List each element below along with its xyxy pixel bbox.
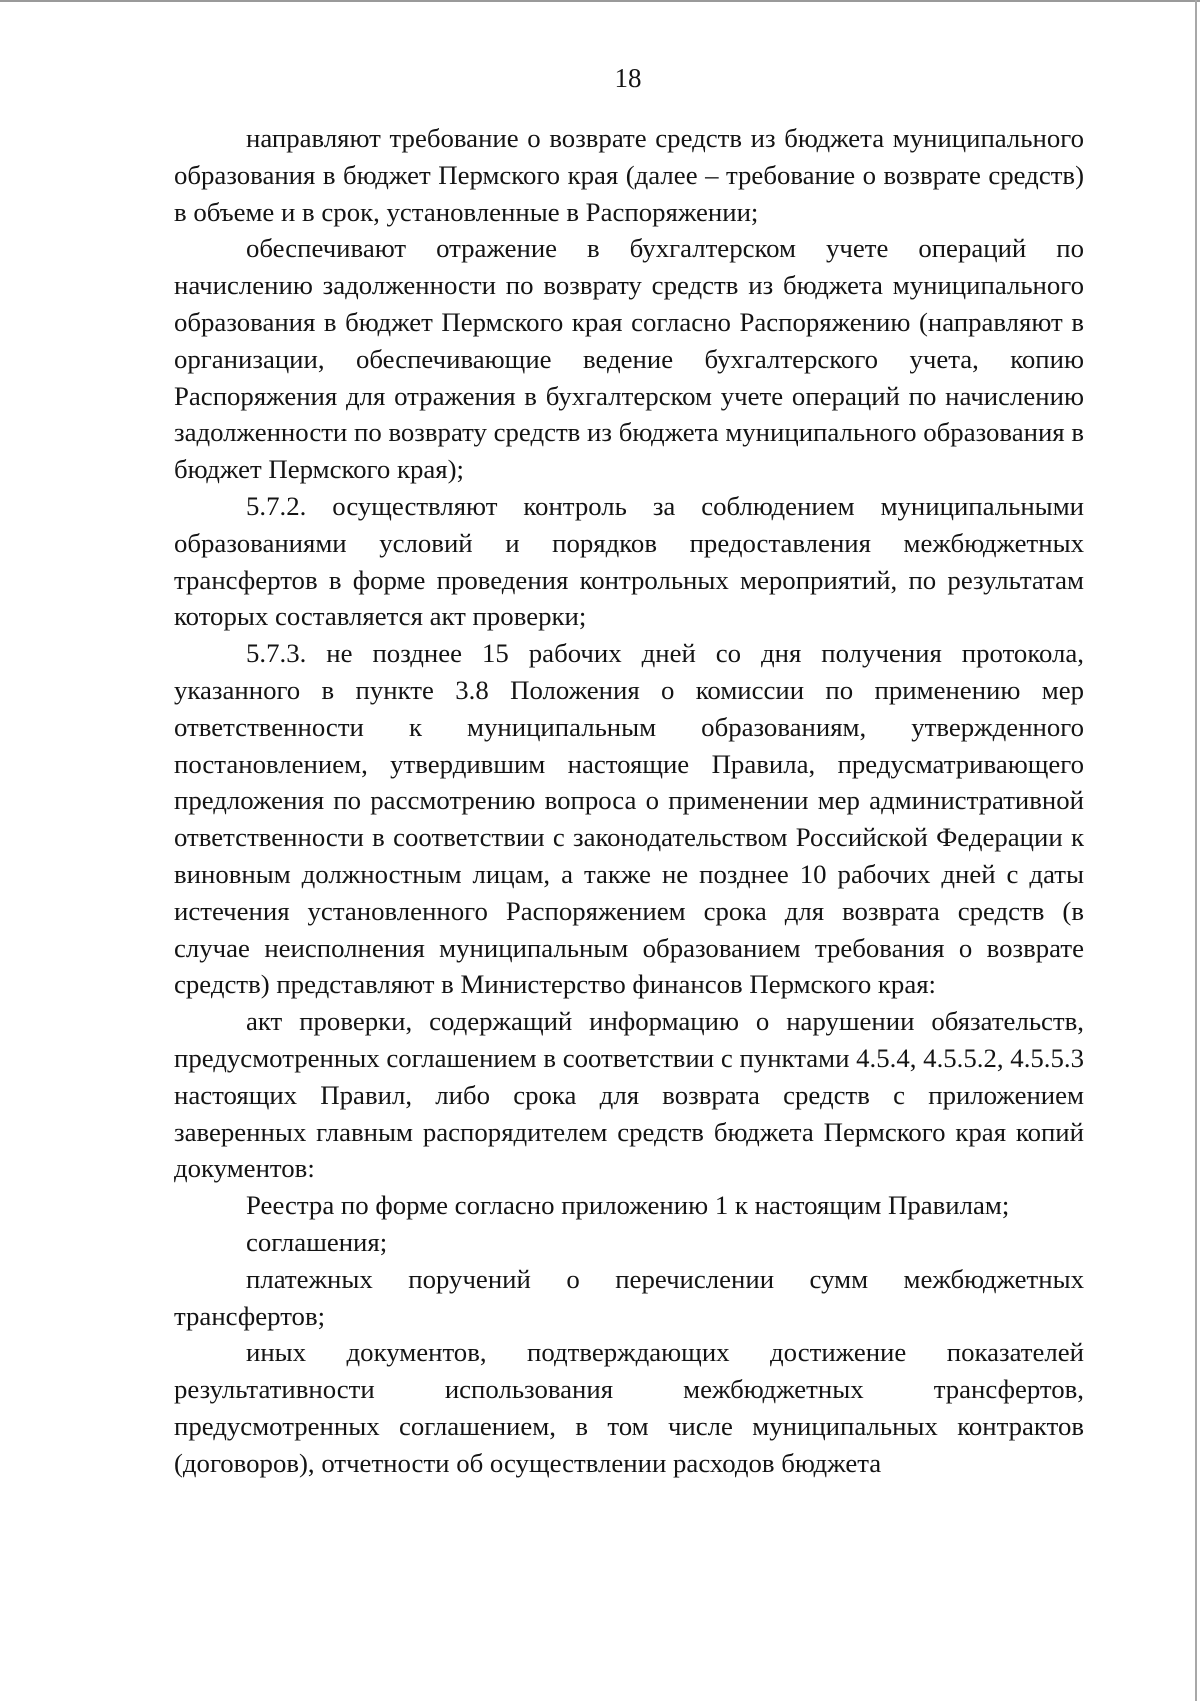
paragraph-5-7-3: 5.7.3. не позднее 15 рабочих дней со дня получения протокола, указанного в пункте 3.8 Положения о комиссии по применению мер ответственности к муниципальным образованиям, утвержденного постановлением, утвердившим настоящие Правила, предусматривающего предложения по рассмотрению вопроса о применении мер административной ответственности в соответствии с законодательством Российской Федерации к виновным должностным лицам, а также не позднее 10 рабочих дней с даты истечения установленного Распоряжением срока для возврата средств (в случае неисполнения муниципальным образованием требования о возврате средств) представляют в Министерство финансов Пермского края:: [174, 638, 1084, 1000]
list-item-agreement: соглашения;: [246, 1226, 388, 1257]
paragraph-return-requirement: направляют требование о возврате средств из бюджета муниципального образования в бюджет Пермского края (далее – требование о возврате средств) в объеме и в срок, установленные в Распоряжении;: [174, 123, 1084, 227]
scan-border-top: [0, 0, 1200, 2]
paragraph-accounting-reflection: обеспечивают отражение в бухгалтерском учете операций по начислению задолженности по возврату средств из бюджета муниципального образования в бюджет Пермского края согласно Распоряжению (направляют в организации, обеспечивающие ведение бухгалтерского учета, копию Распоряжения для отражения в бухгалтерском учете операций по начислению задолженности по возврату средств из бюджета муниципального образования в бюджет Пермского края);: [174, 233, 1084, 485]
list-item-payment-orders: платежных поручений о перечислении сумм межбюджетных трансфертов;: [174, 1263, 1084, 1331]
document-body: [174, 120, 1084, 1481]
list-item-registry: Реестра по форме согласно приложению 1 к настоящим Правилам;: [246, 1190, 1010, 1221]
list-item-other-documents: иных документов, подтверждающих достижение показателей результативности использования межбюджетных трансфертов, предусмотренных соглашением, в том числе муниципальных контрактов (договоров), отчетности об осуществлении расходов бюджета: [174, 1337, 1084, 1478]
paragraph-5-7-2: 5.7.2. осуществляют контроль за соблюдением муниципальными образованиями условий и порядков предоставления межбюджетных трансфертов в форме проведения контрольных мероприятий, по результатам которых составляется акт проверки;: [174, 490, 1084, 632]
page-number: 18: [614, 63, 642, 93]
scan-border-right: [1195, 0, 1197, 1701]
paragraph-inspection-act: акт проверки, содержащий информацию о нарушении обязательств, предусмотренных соглашением в соответствии с пунктами 4.5.4, 4.5.5.2, 4.5.5.3 настоящих Правил, либо срока для возврата средств с приложением заверенных главным распорядителем средств бюджета Пермского края копий документов:: [174, 1006, 1084, 1184]
